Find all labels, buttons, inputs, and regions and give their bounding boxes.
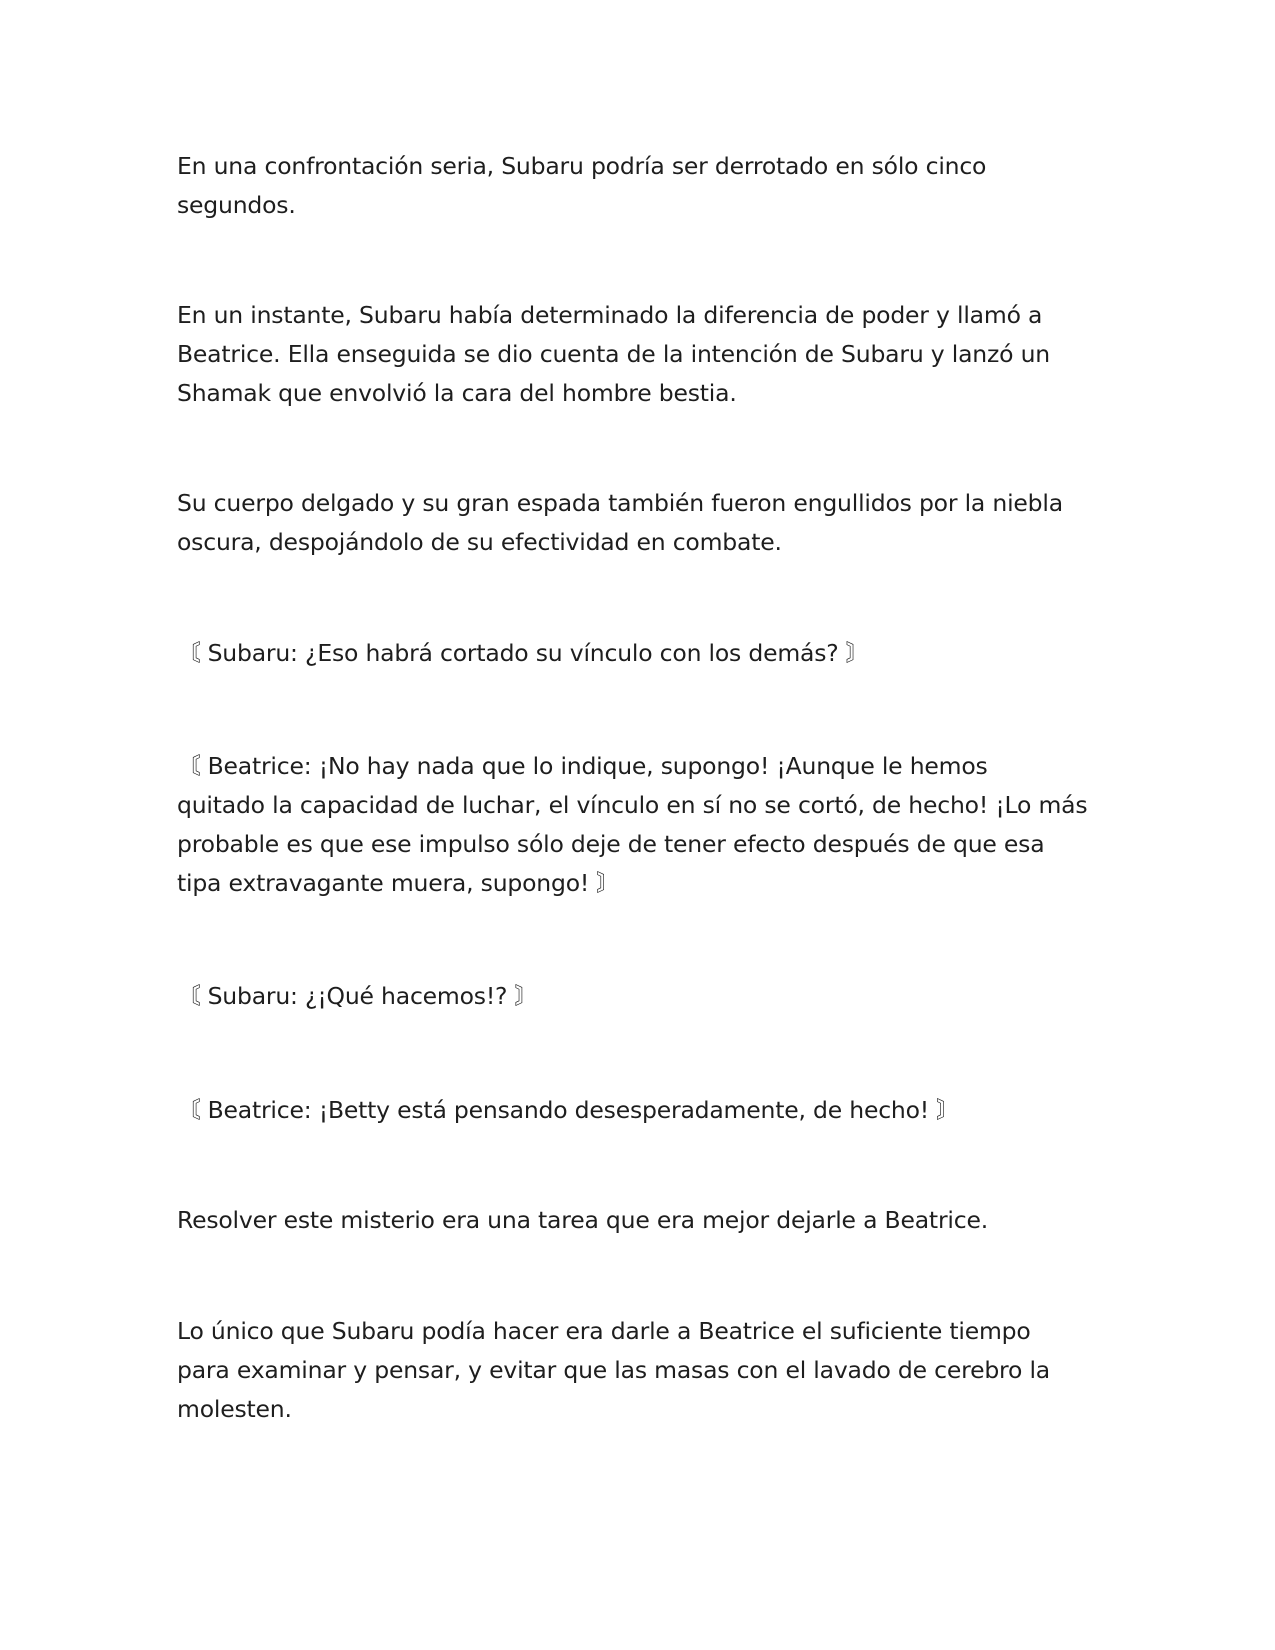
text-line: tipa extravagante muera, supongo! 〙 (177, 869, 620, 897)
dialogue-line: 〘 Beatrice: ¡Betty está pensando desesperadamente, de hecho! 〙 (177, 1096, 960, 1124)
paragraph-1 (177, 147, 1117, 225)
text-line: Shamak que envolvió la cara del hombre bestia. (177, 379, 737, 407)
paragraph-6-dialogue-subaru (177, 977, 1117, 1016)
dialogue-line: 〘 Subaru: ¿¡Qué hacemos!? 〙 (177, 982, 538, 1010)
text-line: quitado la capacidad de luchar, el vínculo en sí no se cortó, de hecho! ¡Lo más (177, 791, 1088, 819)
paragraph-5-dialogue-beatrice (177, 747, 1117, 903)
text-line: Beatrice. Ella enseguida se dio cuenta de la intención de Subaru y lanzó un (177, 340, 1050, 368)
paragraph-7-dialogue-beatrice (177, 1091, 1117, 1130)
dialogue-line: 〘 Beatrice: ¡No hay nada que lo indique, supongo! ¡Aunque le hemos (177, 752, 988, 780)
paragraph-2 (177, 296, 1117, 413)
text-line: molesten. (177, 1395, 292, 1423)
text-line: para examinar y pensar, y evitar que las masas con el lavado de cerebro la (177, 1356, 1050, 1384)
text-line: En una confrontación seria, Subaru podría ser derrotado en sólo cinco (177, 152, 987, 180)
paragraph-3 (177, 484, 1117, 562)
text-line: oscura, despojándolo de su efectividad en combate. (177, 528, 782, 556)
text-line: Lo único que Subaru podía hacer era darle a Beatrice el suficiente tiempo (177, 1317, 1031, 1345)
dialogue-line: 〘 Subaru: ¿Eso habrá cortado su vínculo con los demás? 〙 (177, 639, 870, 667)
text-line: probable es que ese impulso sólo deje de tener efecto después de que esa (177, 830, 1045, 858)
text-line: Resolver este misterio era una tarea que era mejor dejarle a Beatrice. (177, 1206, 988, 1234)
text-line: segundos. (177, 191, 296, 219)
paragraph-4-dialogue-subaru (177, 634, 1117, 673)
paragraph-9 (177, 1312, 1117, 1429)
paragraph-8 (177, 1201, 1117, 1240)
text-line: En un instante, Subaru había determinado la diferencia de poder y llamó a (177, 301, 1043, 329)
text-line: Su cuerpo delgado y su gran espada también fueron engullidos por la niebla (177, 489, 1063, 517)
